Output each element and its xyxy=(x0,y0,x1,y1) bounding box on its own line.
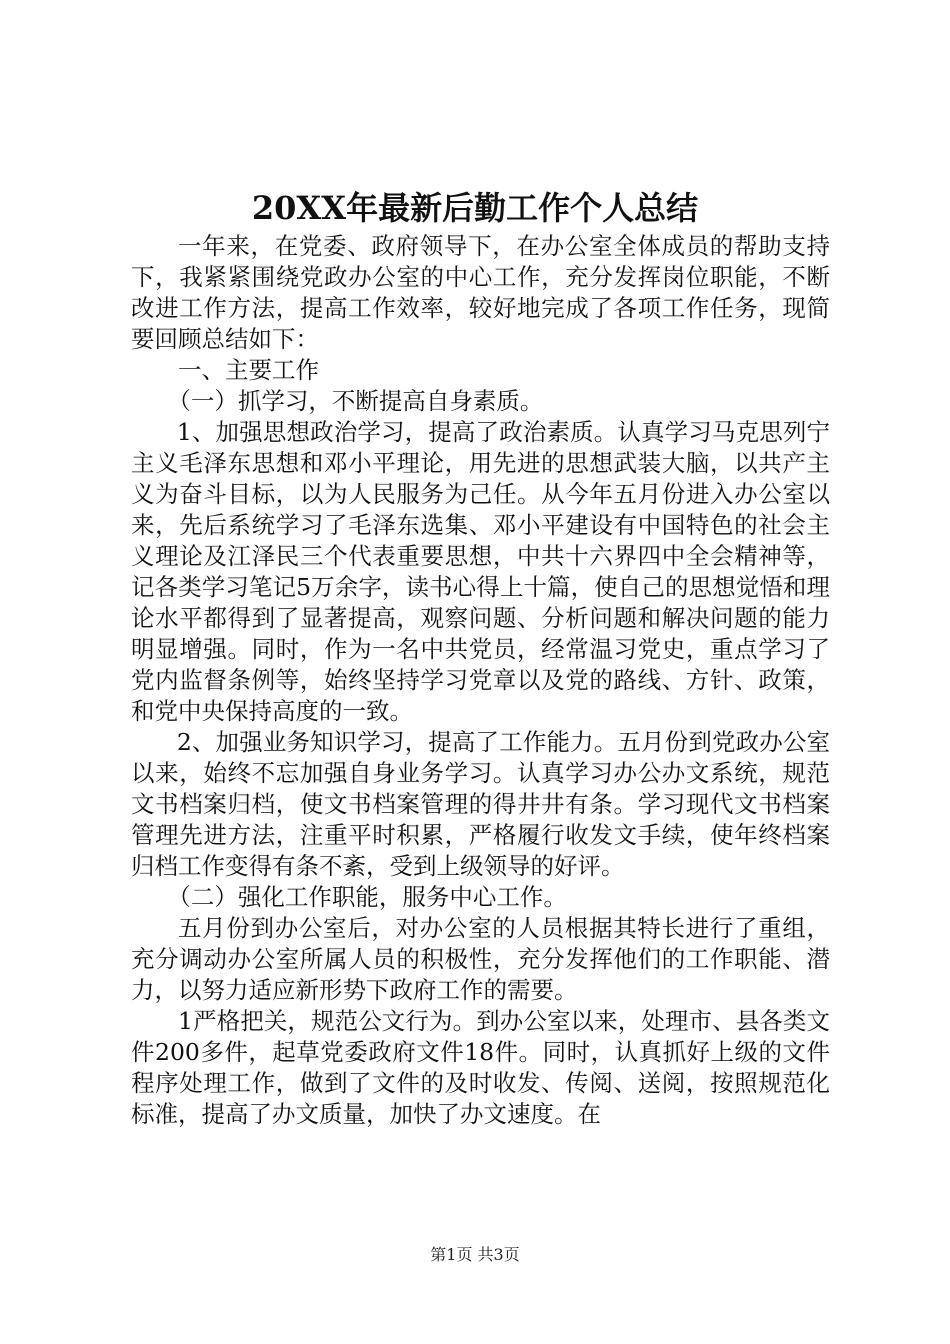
paragraph-document-handling: 1严格把关，规范公文行为。到办公室以来，处理市、县各类文件200多件，起草党委政府文件18件。同时，认真抓好上级的文件程序处理工作，做到了文件的及时收发、传阅、送阅，按照规范化标准，提高了办文质量，加快了办文速度。在 xyxy=(131,1007,830,1128)
paragraph-business-study: 2、加强业务知识学习，提高了工作能力。五月份到党政办公室以来，始终不忘加强自身业务学习。认真学习办公办文系统，规范文书档案归档，使文书档案管理的得井井有条。学习现代文书档案管理先进方法，注重平时积累，严格履行收发文手续，使年终档案归档工作变得有条不紊，受到上级领导的好评。 xyxy=(131,728,830,880)
paragraph-office-reorganization: 五月份到办公室后，对办公室的人员根据其特长进行了重组，充分调动办公室所属人员的积极性，充分发挥他们的工作职能、潜力，以努力适应新形势下政府工作的需要。 xyxy=(131,914,830,1004)
paragraph-political-study: 1、加强思想政治学习，提高了政治素质。认真学习马克思列宁主义毛泽东思想和邓小平理论，用先进的思想武装大脑，以共产主义为奋斗目标，以为人民服务为己任。从今年五月份进入办公室以来，先后系统学习了毛泽东选集、邓小平建设有中国特色的社会主义理论及江泽民三个代表重要思想，中共十六界四中全会精神等，记各类学习笔记5万余字，读书心得上十篇，使自己的思想觉悟和理论水平都得到了显著提高，观察问题、分析问题和解决问题的能力明显增强。同时，作为一名中共党员，经常温习党史，重点学习了党内监督条例等，始终坚持学习党章以及党的路线、方针、政策，和党中央保持高度的一致。 xyxy=(131,418,830,725)
subsection-heading-functions: （二）强化工作职能，服务中心工作。 xyxy=(167,883,567,911)
section-heading-main-work: 一、主要工作 xyxy=(178,356,319,384)
subsection-heading-study: （一）抓学习，不断提高自身素质。 xyxy=(167,387,544,415)
document-title: 20XX年最新后勤工作个人总结 xyxy=(251,189,699,227)
page-footer: 第1页 共3页 xyxy=(430,1245,520,1264)
paragraph-intro: 一年来，在党委、政府领导下，在办公室全体成员的帮助支持下，我紧紧围绕党政办公室的中心工作，充分发挥岗位职能，不断改进工作方法，提高工作效率，较好地完成了各项工作任务，现简要回顾总结如下： xyxy=(131,232,830,353)
document-body xyxy=(131,231,830,1130)
